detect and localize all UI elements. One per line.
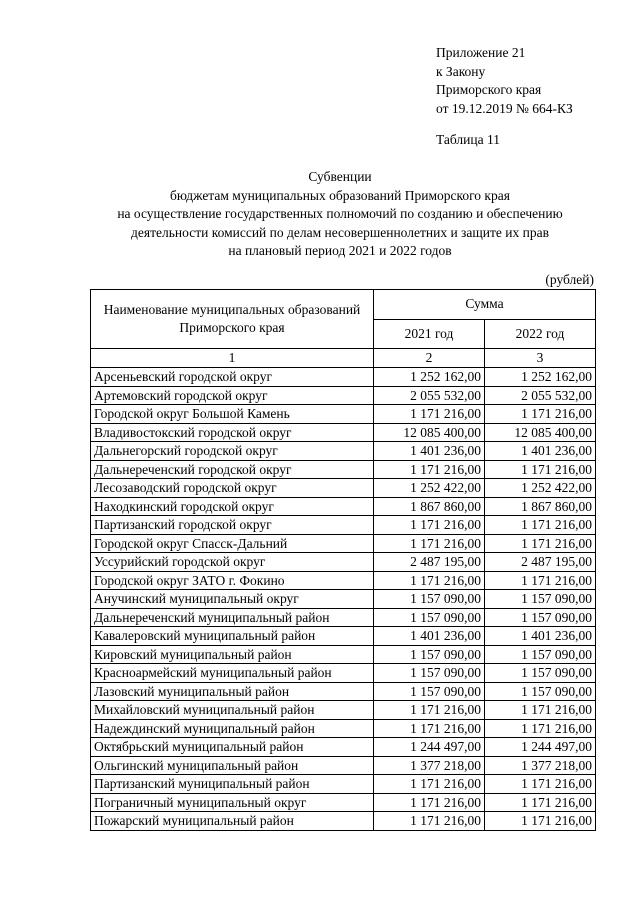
amount-2021: 1 401 236,00 [374, 627, 485, 646]
amount-2021: 1 171 216,00 [374, 793, 485, 812]
amount-2022: 1 157 090,00 [485, 608, 596, 627]
amount-2021: 1 244 497,00 [374, 738, 485, 757]
table-row [91, 738, 596, 757]
amount-2022: 2 055 532,00 [485, 386, 596, 405]
amount-2022: 1 401 236,00 [485, 442, 596, 461]
appendix-line: Приложение 21 [436, 45, 526, 60]
municipality-name: Пограничный муниципальный округ [91, 793, 374, 812]
column-number-2: 2 [374, 349, 485, 368]
table-row [91, 571, 596, 590]
municipality-name: Городской округ ЗАТО г. Фокино [91, 571, 374, 590]
amount-2022: 1 171 216,00 [485, 719, 596, 738]
municipality-name: Лазовский муниципальный район [91, 682, 374, 701]
title-line: на осуществление государственных полномочий по созданию и обеспечению [117, 206, 563, 221]
municipality-name: Дальнегорский городской округ [91, 442, 374, 461]
amount-2022: 1 377 218,00 [485, 756, 596, 775]
amount-2021: 1 157 090,00 [374, 664, 485, 683]
table-row [91, 793, 596, 812]
table-row [91, 405, 596, 424]
amount-2022: 1 401 236,00 [485, 627, 596, 646]
amount-2022: 1 157 090,00 [485, 645, 596, 664]
table-row [91, 608, 596, 627]
document-title [60, 168, 620, 261]
amount-2022: 2 487 195,00 [485, 553, 596, 572]
municipality-name: Дальнереченский муниципальный район [91, 608, 374, 627]
table-row [91, 812, 596, 831]
amount-2021: 2 487 195,00 [374, 553, 485, 572]
title-line: на плановый период 2021 и 2022 годов [228, 243, 452, 258]
municipality-name: Кавалеровский муниципальный район [91, 627, 374, 646]
municipality-name: Арсеньевский городской округ [91, 368, 374, 387]
amount-2021: 1 157 090,00 [374, 682, 485, 701]
title-line: бюджетам муниципальных образований Приморского края [170, 187, 510, 203]
amount-2022: 1 171 216,00 [485, 460, 596, 479]
municipality-name: Артемовский городской округ [91, 386, 374, 405]
table-row [91, 553, 596, 572]
table-row [91, 479, 596, 498]
municipality-name: Находкинский городской округ [91, 497, 374, 516]
municipality-name: Владивостокский городской округ [91, 423, 374, 442]
table-row [91, 423, 596, 442]
column-number-3: 3 [485, 349, 596, 368]
amount-2022: 1 252 162,00 [485, 368, 596, 387]
municipality-name: Кировский муниципальный район [91, 645, 374, 664]
table-row [91, 664, 596, 683]
amount-2022: 12 085 400,00 [485, 423, 596, 442]
municipality-name: Михайловский муниципальный район [91, 701, 374, 720]
municipality-name: Надеждинский муниципальный район [91, 719, 374, 738]
appendix-header [436, 44, 573, 118]
municipality-name: Городской округ Спасск-Дальний [91, 534, 374, 553]
table-row [91, 534, 596, 553]
amount-2022: 1 171 216,00 [485, 812, 596, 831]
table-row [91, 645, 596, 664]
table-number: Таблица 11 [436, 132, 500, 147]
subsidies-table [90, 289, 596, 831]
column-header-2022: 2022 год [485, 319, 596, 349]
amount-2021: 2 055 532,00 [374, 386, 485, 405]
amount-2022: 1 157 090,00 [485, 664, 596, 683]
amount-2021: 1 157 090,00 [374, 608, 485, 627]
units-label: (рублей) [545, 272, 594, 287]
table-row [91, 497, 596, 516]
amount-2021: 12 085 400,00 [374, 423, 485, 442]
amount-2021: 1 171 216,00 [374, 701, 485, 720]
column-header-2021: 2021 год [374, 319, 485, 349]
appendix-line: к Закону [436, 63, 486, 79]
municipality-name: Партизанский муниципальный район [91, 775, 374, 794]
table-row [91, 682, 596, 701]
amount-2021: 1 171 216,00 [374, 812, 485, 831]
appendix-line: от 19.12.2019 № 664-КЗ [436, 100, 573, 116]
appendix-line: Приморского края [436, 82, 542, 97]
municipality-name: Городской округ Большой Камень [91, 405, 374, 424]
amount-2021: 1 171 216,00 [374, 571, 485, 590]
amount-2021: 1 401 236,00 [374, 442, 485, 461]
amount-2022: 1 252 422,00 [485, 479, 596, 498]
title-line: деятельности комиссий по делам несовершеннолетних и защите их прав [131, 224, 549, 240]
amount-2022: 1 867 860,00 [485, 497, 596, 516]
table-row [91, 590, 596, 609]
amount-2021: 1 171 216,00 [374, 516, 485, 535]
amount-2022: 1 171 216,00 [485, 701, 596, 720]
table-row [91, 775, 596, 794]
table-row [91, 701, 596, 720]
municipality-name: Партизанский городской округ [91, 516, 374, 535]
amount-2022: 1 171 216,00 [485, 571, 596, 590]
amount-2022: 1 171 216,00 [485, 793, 596, 812]
column-header-sum: Сумма [374, 290, 596, 320]
column-header-name: Наименование муниципальных образований Приморского края [91, 290, 374, 349]
municipality-name: Красноармейский муниципальный район [91, 664, 374, 683]
amount-2021: 1 252 162,00 [374, 368, 485, 387]
municipality-name: Октябрьский муниципальный район [91, 738, 374, 757]
amount-2021: 1 867 860,00 [374, 497, 485, 516]
table-row [91, 386, 596, 405]
amount-2021: 1 157 090,00 [374, 590, 485, 609]
municipality-name: Дальнереченский городской округ [91, 460, 374, 479]
column-number-1: 1 [91, 349, 374, 368]
municipality-name: Уссурийский городской округ [91, 553, 374, 572]
table-row [91, 368, 596, 387]
amount-2021: 1 171 216,00 [374, 405, 485, 424]
municipality-name: Пожарский муниципальный район [91, 812, 374, 831]
table-row [91, 719, 596, 738]
municipality-name: Ольгинский муниципальный район [91, 756, 374, 775]
table-row [91, 460, 596, 479]
amount-2022: 1 171 216,00 [485, 775, 596, 794]
amount-2022: 1 171 216,00 [485, 534, 596, 553]
amount-2021: 1 171 216,00 [374, 719, 485, 738]
amount-2021: 1 377 218,00 [374, 756, 485, 775]
table-row [91, 627, 596, 646]
municipality-name: Лесозаводский городской округ [91, 479, 374, 498]
amount-2021: 1 171 216,00 [374, 534, 485, 553]
title-line: Субвенции [308, 169, 372, 184]
amount-2022: 1 171 216,00 [485, 516, 596, 535]
amount-2021: 1 171 216,00 [374, 775, 485, 794]
amount-2022: 1 244 497,00 [485, 738, 596, 757]
amount-2021: 1 171 216,00 [374, 460, 485, 479]
amount-2021: 1 157 090,00 [374, 645, 485, 664]
table-row [91, 516, 596, 535]
table-body [91, 368, 596, 831]
table-row [91, 442, 596, 461]
amount-2022: 1 157 090,00 [485, 682, 596, 701]
amount-2022: 1 157 090,00 [485, 590, 596, 609]
amount-2022: 1 171 216,00 [485, 405, 596, 424]
amount-2021: 1 252 422,00 [374, 479, 485, 498]
municipality-name: Анучинский муниципальный округ [91, 590, 374, 609]
table-row [91, 756, 596, 775]
